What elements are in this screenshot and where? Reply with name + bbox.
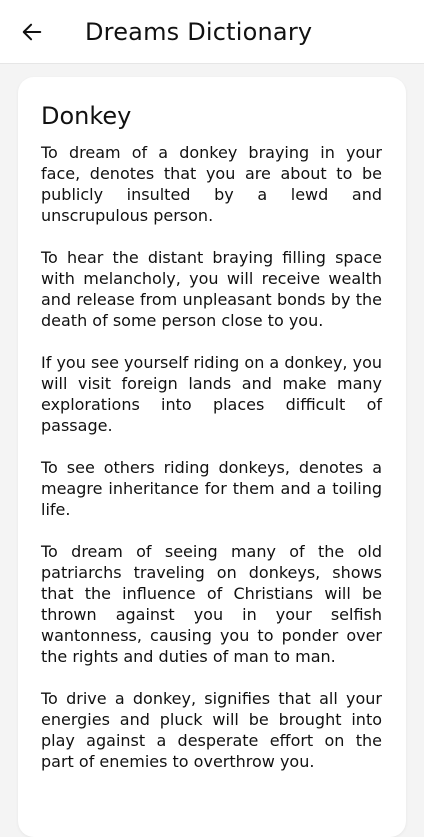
entry-paragraph: To see others riding donkeys, denotes a meagre inheritance for them and a toiling life. <box>41 458 382 519</box>
arrow-left-icon <box>21 21 43 43</box>
entry-title: Donkey <box>41 102 132 130</box>
entry-paragraph: To dream of a donkey braying in your face, denotes that you are about to be publicly insulted by a lewd and unscrupulous person. <box>41 143 382 225</box>
back-button[interactable] <box>14 14 50 50</box>
entry-paragraph: If you see yourself riding on a donkey, you will visit foreign lands and make many explorations into places difficult of passage. <box>41 353 382 435</box>
entry-description <box>41 142 382 793</box>
page-title: Dreams Dictionary <box>85 18 313 46</box>
entry-paragraph: To hear the distant braying filling space with melancholy, you will receive wealth and release from unpleasant bonds by the death of some person close to you. <box>41 248 382 330</box>
entry-paragraph: To drive a donkey, signifies that all your energies and pluck will be brought into play against a desperate effort on the part of enemies to overthrow you. <box>41 689 382 771</box>
app-bar <box>0 0 424 64</box>
entry-paragraph: To dream of seeing many of the old patriarchs traveling on donkeys, shows that the influence of Christians will be thrown against you in your selfish wantonness, causing you to ponder over the rights and duties of man to man. <box>41 542 382 666</box>
